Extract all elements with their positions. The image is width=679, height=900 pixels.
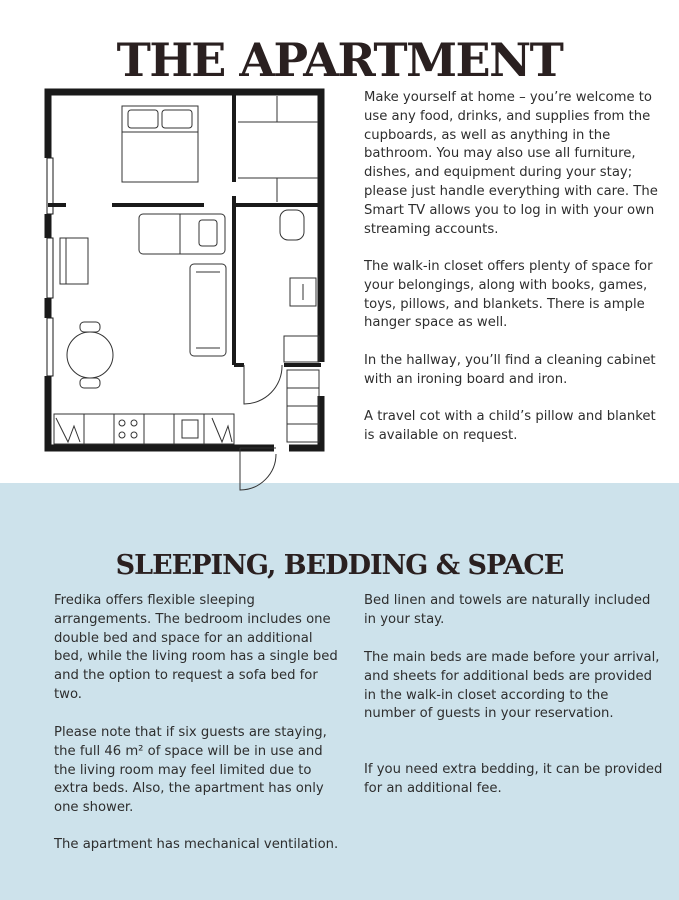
apartment-title: THE APARTMENT: [116, 32, 563, 87]
sleeping-left-paragraph-2: Please note that if six guests are staying, the full 46 m² of space will be in use and the living room may feel limited due to extra beds. Also, the apartment has only one shower.: [54, 725, 327, 816]
apartment-paragraph-1: Make yourself at home – you’re welcome to use any food, drinks, and supplies from the cupboards, as well as anything in the bathroom. You may also use all furniture, dishes, and equipment during your stay; please just handle everything with care. The Smart TV allows you to log in with your own streaming accounts.: [364, 90, 658, 237]
sleeping-title: SLEEPING, BEDDING & SPACE: [115, 550, 564, 582]
sleeping-right-paragraph-2: The main beds are made before your arrival, and sheets for additional beds are provided in the walk-in closet according to the number of guests in your reservation.: [364, 650, 660, 722]
floor-plan-icon: [44, 86, 334, 496]
sleeping-left-paragraph-1: Fredika offers flexible sleeping arrangements. The bedroom includes one double bed and space for an additional bed, while the living room has a single bed and the option to request a sofa bed for two.: [54, 593, 338, 702]
sleeping-left-paragraph-3: The apartment has mechanical ventilation.: [54, 837, 339, 852]
sleeping-right-paragraph-3: If you need extra bedding, it can be provided for an additional fee.: [364, 762, 663, 796]
sleeping-right-paragraph-1: Bed linen and towels are naturally included in your stay.: [364, 593, 651, 627]
apartment-paragraph-2: The walk-in closet offers plenty of space for your belongings, along with books, games, toys, pillows, and blankets. There is ample hanger space as well.: [364, 259, 653, 331]
apartment-paragraph-3: In the hallway, you’ll find a cleaning cabinet with an ironing board and iron.: [364, 353, 656, 387]
apartment-paragraph-4: A travel cot with a child’s pillow and blanket is available on request.: [364, 409, 656, 443]
